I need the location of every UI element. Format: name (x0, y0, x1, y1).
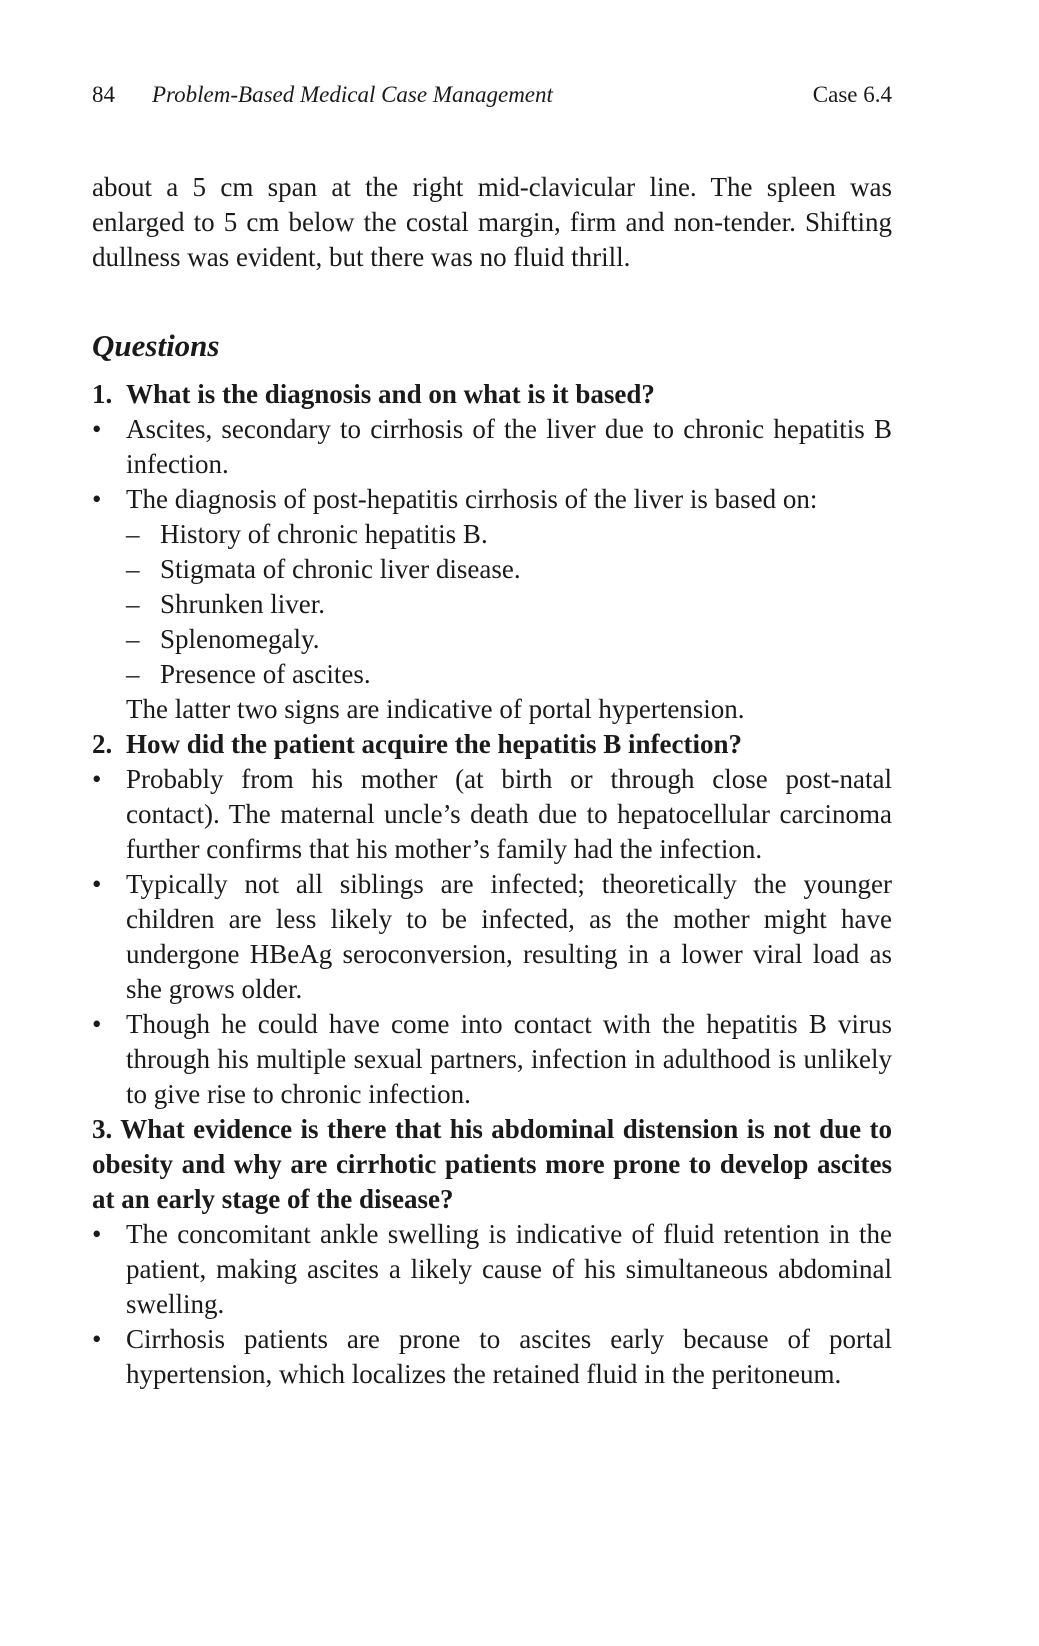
running-head (92, 82, 892, 122)
book-title: Problem-Based Medical Case Management (152, 82, 553, 107)
bullet-item (92, 412, 892, 482)
bullet-text: Probably from his mother (at birth or through close post-natal contact). The maternal uncle’s death due to hepatocellular carcinoma further confirms that his mother’s family had the infection. (126, 764, 892, 864)
question-number: 3. (92, 1114, 113, 1144)
dash-marker: – (126, 624, 140, 654)
dash-item (126, 622, 892, 657)
question-text: What evidence is there that his abdominal distension is not due to obesity and why are cirrhotic patients more prone to develop ascites at an early stage of the disease? (92, 1114, 893, 1214)
section-title: Questions (92, 328, 220, 363)
question-1 (92, 377, 892, 412)
question-2 (92, 727, 892, 762)
dash-marker: – (126, 589, 140, 619)
intro-paragraph: about a 5 cm span at the right mid-clavicular line. The spleen was enlarged to 5 cm below the costal margin, firm and non-tender. Shifting dullness was evident, but there was no fluid thrill. (92, 172, 892, 272)
dash-item (126, 657, 892, 692)
dash-text: Presence of ascites. (160, 659, 371, 689)
question-number: 1. (92, 379, 113, 409)
dash-text: Splenomegaly. (160, 624, 320, 654)
dash-item (126, 587, 892, 622)
question-text: How did the patient acquire the hepatitis B infection? (126, 729, 743, 759)
bullet-item (92, 762, 892, 867)
bullet-text: Ascites, secondary to cirrhosis of the liver due to chronic hepatitis B infection. (126, 414, 892, 479)
bullet-item (92, 1007, 892, 1112)
question-number: 2. (92, 729, 113, 759)
bullet-text: Cirrhosis patients are prone to ascites early because of portal hypertension, which localizes the retained fluid in the peritoneum. (126, 1324, 892, 1389)
bullet-marker: • (92, 1009, 102, 1039)
note-text: The latter two signs are indicative of portal hypertension. (126, 694, 745, 724)
bullet-text: The concomitant ankle swelling is indicative of fluid retention in the patient, making ascites a likely cause of his simultaneous abdominal swelling. (126, 1219, 892, 1319)
question-3 (92, 1112, 892, 1217)
dash-item (126, 517, 892, 552)
dash-marker: – (126, 659, 140, 689)
question-text: What is the diagnosis and on what is it based? (126, 379, 655, 409)
bullet-item (92, 1217, 892, 1322)
case-label: Case 6.4 (812, 82, 892, 107)
bullet-item (92, 1322, 892, 1392)
bullet-item (92, 867, 892, 1007)
bullet-marker: • (92, 1219, 102, 1249)
dash-text: Stigmata of chronic liver disease. (160, 554, 521, 584)
bullet-marker: • (92, 869, 102, 899)
book-page (92, 82, 892, 1392)
bullet-marker: • (92, 1324, 102, 1354)
bullet-marker: • (92, 484, 102, 514)
dash-text: History of chronic hepatitis B. (160, 519, 488, 549)
page-number: 84 (92, 82, 115, 107)
bullet-marker: • (92, 414, 102, 444)
dash-marker: – (126, 519, 140, 549)
dash-text: Shrunken liver. (160, 589, 325, 619)
bullet-text: The diagnosis of post-hepatitis cirrhosis of the liver is based on: (126, 484, 818, 514)
bullet-text: Typically not all siblings are infected; theoretically the younger children are less likely to be infected, as the mother might have undergone HBeAg seroconversion, resulting in a lower viral load as she grows older. (126, 869, 892, 1004)
bullet-marker: • (92, 764, 102, 794)
bullet-text: Though he could have come into contact with the hepatitis B virus through his multiple sexual partners, infection in adulthood is unlikely to give rise to chronic infection. (126, 1009, 892, 1109)
dash-marker: – (126, 554, 140, 584)
bullet-item (92, 482, 892, 517)
dash-item (126, 552, 892, 587)
